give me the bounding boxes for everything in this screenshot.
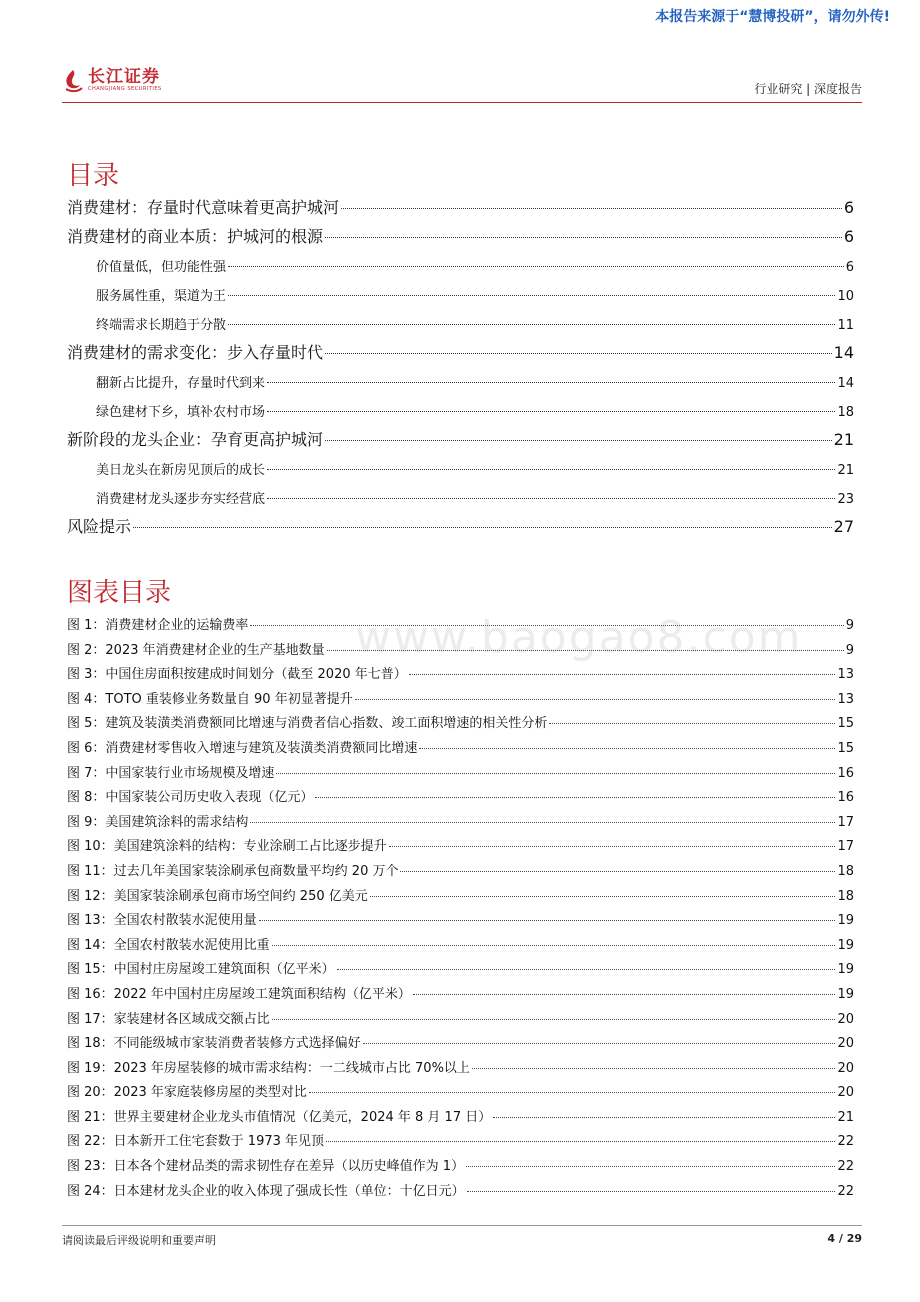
entry-page-number: 6 (845, 260, 854, 275)
entry-label: 图 11：过去几年美国家装涂刷承包商数量平均约 20 万个 (67, 863, 399, 879)
dot-leader (325, 237, 842, 238)
entry-label: 图 15：中国村庄房屋竣工建筑面积（亿平米） (67, 962, 335, 978)
entry-label: 服务属性重，渠道为王 (96, 289, 227, 304)
dot-leader (228, 266, 844, 267)
dot-leader (389, 846, 836, 847)
dot-leader (409, 674, 836, 675)
figure-entry[interactable] (67, 885, 854, 910)
dot-leader (267, 469, 835, 470)
figure-entry[interactable] (67, 737, 854, 762)
entry-page-number: 23 (837, 492, 854, 507)
entry-label: 图 18：不同能级城市家装消费者装修方式选择偏好 (67, 1036, 361, 1052)
dot-leader (337, 969, 836, 970)
toc-entry[interactable] (67, 282, 854, 311)
entry-label: 翻新占比提升，存量时代到来 (96, 376, 266, 391)
dot-leader (413, 994, 836, 995)
toc-entry[interactable] (67, 369, 854, 398)
entry-label: 图 19：2023 年房屋装修的城市需求结构：一二线城市占比 70%以上 (67, 1060, 470, 1076)
dot-leader (267, 411, 835, 412)
entry-page-number: 16 (837, 790, 854, 806)
dot-leader (250, 822, 835, 823)
entry-page-number: 6 (843, 227, 854, 246)
entry-page-number: 18 (837, 405, 854, 420)
dot-leader (276, 773, 835, 774)
entry-label: 终端需求长期趋于分散 (96, 318, 227, 333)
figure-entry[interactable] (67, 1081, 854, 1106)
entry-label: 图 6：消费建材零售收入增速与建筑及装潢类消费额同比增速 (67, 740, 418, 756)
entry-page-number: 9 (845, 618, 854, 633)
entry-label: 图 13：全国农村散装水泥使用量 (67, 913, 257, 929)
company-logo (62, 68, 162, 93)
logo-emblem-icon (62, 69, 84, 93)
entry-page-number: 6 (843, 198, 854, 217)
dot-leader (341, 208, 842, 209)
dot-leader (228, 324, 835, 325)
dot-leader (309, 1092, 836, 1093)
dot-leader (315, 797, 835, 798)
figure-entry[interactable] (67, 934, 854, 959)
toc-entry[interactable] (67, 195, 854, 221)
entry-label: 消费建材：存量时代意味着更高护城河 (67, 198, 340, 217)
entry-page-number: 27 (833, 517, 854, 536)
figure-entry[interactable] (67, 1008, 854, 1033)
entry-label: 图 8：中国家装公司历史收入表现（亿元） (67, 790, 314, 806)
dot-leader (259, 920, 836, 921)
figure-entry[interactable] (67, 762, 854, 787)
entry-page-number: 22 (837, 1159, 854, 1175)
entry-label: 图 10：美国建筑涂料的结构：专业涂刷工占比逐步提升 (67, 839, 387, 855)
dot-leader (267, 498, 835, 499)
dot-leader (363, 1043, 836, 1044)
dot-leader (228, 295, 835, 296)
toc-title: 目录 (67, 161, 120, 191)
toc-entry[interactable] (67, 253, 854, 282)
toc-entry[interactable] (67, 340, 854, 366)
entry-page-number: 10 (837, 289, 854, 304)
figure-entry[interactable] (67, 811, 854, 836)
dot-leader (326, 1141, 835, 1142)
entry-page-number: 16 (837, 765, 854, 781)
dot-leader (133, 527, 832, 528)
entry-label: 消费建材的需求变化：步入存量时代 (67, 343, 324, 362)
entry-page-number: 19 (837, 962, 854, 978)
report-category: 行业研究 | 深度报告 (754, 82, 862, 96)
entry-page-number: 19 (837, 937, 854, 953)
entry-label: 图 14：全国农村散装水泥使用比重 (67, 937, 270, 953)
figure-entry[interactable] (67, 688, 854, 713)
entry-page-number: 18 (837, 888, 854, 904)
entry-page-number: 22 (837, 1183, 854, 1199)
entry-page-number: 19 (837, 986, 854, 1002)
toc-entry[interactable] (67, 485, 854, 514)
entry-label: 新阶段的龙头企业：孕育更高护城河 (67, 430, 324, 449)
entry-page-number: 15 (837, 740, 854, 756)
entry-page-number: 20 (837, 1036, 854, 1052)
entry-label: 消费建材龙头逐步夯实经营底 (96, 492, 266, 507)
dot-leader (466, 1166, 835, 1167)
figure-list (67, 614, 854, 1204)
figure-entry[interactable] (67, 1130, 854, 1155)
figure-entry[interactable] (67, 786, 854, 811)
entry-page-number: 13 (837, 667, 854, 683)
source-watermark: 本报告来源于“慧博投研”，请勿外传! (655, 9, 890, 25)
footer-disclaimer: 请阅读最后评级说明和重要声明 (62, 1234, 216, 1247)
toc-entry[interactable] (67, 427, 854, 453)
entry-label: 图 2：2023 年消费建材企业的生产基地数量 (67, 642, 325, 658)
entry-page-number: 20 (837, 1060, 854, 1076)
entry-page-number: 17 (837, 814, 854, 830)
figure-entry[interactable] (67, 983, 854, 1008)
entry-label: 图 22：日本新开工住宅套数于 1973 年见顶 (67, 1134, 325, 1150)
dot-leader (549, 723, 835, 724)
entry-page-number: 14 (837, 376, 854, 391)
entry-label: 风险提示 (67, 517, 132, 536)
dot-leader (267, 382, 835, 383)
dot-leader (370, 896, 836, 897)
logo-english-name: CHANGJIANG SECURITIES (88, 86, 162, 92)
figure-entry[interactable] (67, 958, 854, 983)
entry-page-number: 20 (837, 1085, 854, 1101)
entry-label: 图 7：中国家装行业市场规模及增速 (67, 765, 275, 781)
entry-page-number: 22 (837, 1134, 854, 1150)
dot-leader (272, 945, 836, 946)
toc-entry[interactable] (67, 311, 854, 340)
entry-page-number: 13 (837, 691, 854, 707)
entry-label: 图 3：中国住房面积按建成时间划分（截至 2020 年七普） (67, 667, 407, 683)
entry-label: 图 9：美国建筑涂料的需求结构 (67, 814, 249, 830)
toc-entry[interactable] (67, 514, 854, 540)
figure-entry[interactable] (67, 835, 854, 860)
figure-entry[interactable] (67, 1057, 854, 1082)
entry-label: 消费建材的商业本质：护城河的根源 (67, 227, 324, 246)
figure-entry[interactable] (67, 860, 854, 885)
entry-label: 绿色建材下乡，填补农村市场 (96, 405, 266, 420)
entry-label: 图 20：2023 年家庭装修房屋的类型对比 (67, 1085, 307, 1101)
site-watermark: www.baogao8.com (355, 612, 803, 663)
toc-entry[interactable] (67, 224, 854, 250)
entry-page-number: 14 (833, 343, 854, 362)
figure-entry[interactable] (67, 1180, 854, 1205)
figure-entry[interactable] (67, 1032, 854, 1057)
entry-label: 图 12：美国家装涂刷承包商市场空间约 250 亿美元 (67, 888, 368, 904)
entry-page-number: 21 (833, 430, 854, 449)
entry-label: 图 24：日本建材龙头企业的收入体现了强成长性（单位：十亿日元） (67, 1183, 465, 1199)
page-number: 4 / 29 (827, 1232, 862, 1245)
entry-label: 图 5：建筑及装潢类消费额同比增速与消费者信心指数、竣工面积增速的相关性分析 (67, 716, 548, 732)
entry-page-number: 21 (837, 1109, 854, 1125)
entry-page-number: 11 (837, 318, 854, 333)
entry-label: 图 21：世界主要建材企业龙头市值情况（亿美元，2024 年 8 月 17 日） (67, 1109, 492, 1125)
entry-label: 图 16：2022 年中国村庄房屋竣工建筑面积结构（亿平米） (67, 986, 411, 1002)
dot-leader (472, 1068, 836, 1069)
dot-leader (467, 1191, 836, 1192)
entry-label: 图 4：TOTO 重装修业务数量自 90 年初显著提升 (67, 691, 353, 707)
entry-page-number: 21 (837, 463, 854, 478)
dot-leader (400, 871, 835, 872)
figure-entry[interactable] (67, 663, 854, 688)
dot-leader (325, 353, 832, 354)
toc-entry[interactable] (67, 456, 854, 485)
figures-title: 图表目录 (67, 578, 172, 608)
dot-leader (272, 1019, 836, 1020)
figure-entry[interactable] (67, 1155, 854, 1180)
dot-leader (355, 699, 836, 700)
entry-label: 图 23：日本各个建材品类的需求韧性存在差异（以历史峰值作为 1） (67, 1159, 465, 1175)
figure-entry[interactable] (67, 909, 854, 934)
toc-entry[interactable] (67, 398, 854, 427)
entry-page-number: 18 (837, 863, 854, 879)
page-header (62, 68, 862, 103)
entry-page-number: 17 (837, 839, 854, 855)
entry-page-number: 15 (837, 716, 854, 732)
entry-page-number: 20 (837, 1011, 854, 1027)
dot-leader (419, 748, 835, 749)
dot-leader (325, 440, 832, 441)
figure-entry[interactable] (67, 712, 854, 737)
entry-label: 价值量低，但功能性强 (96, 260, 227, 275)
entry-page-number: 19 (837, 913, 854, 929)
page-footer (62, 1225, 862, 1248)
toc-list (67, 195, 854, 543)
figure-entry[interactable] (67, 1106, 854, 1131)
entry-label: 美日龙头在新房见顶后的成长 (96, 463, 266, 478)
entry-page-number: 9 (845, 642, 854, 658)
logo-chinese-name: 长江证券 (88, 67, 160, 87)
dot-leader (493, 1117, 835, 1118)
entry-label: 图 17：家装建材各区域成交额占比 (67, 1011, 270, 1027)
entry-label: 图 1：消费建材企业的运输费率 (67, 618, 249, 633)
